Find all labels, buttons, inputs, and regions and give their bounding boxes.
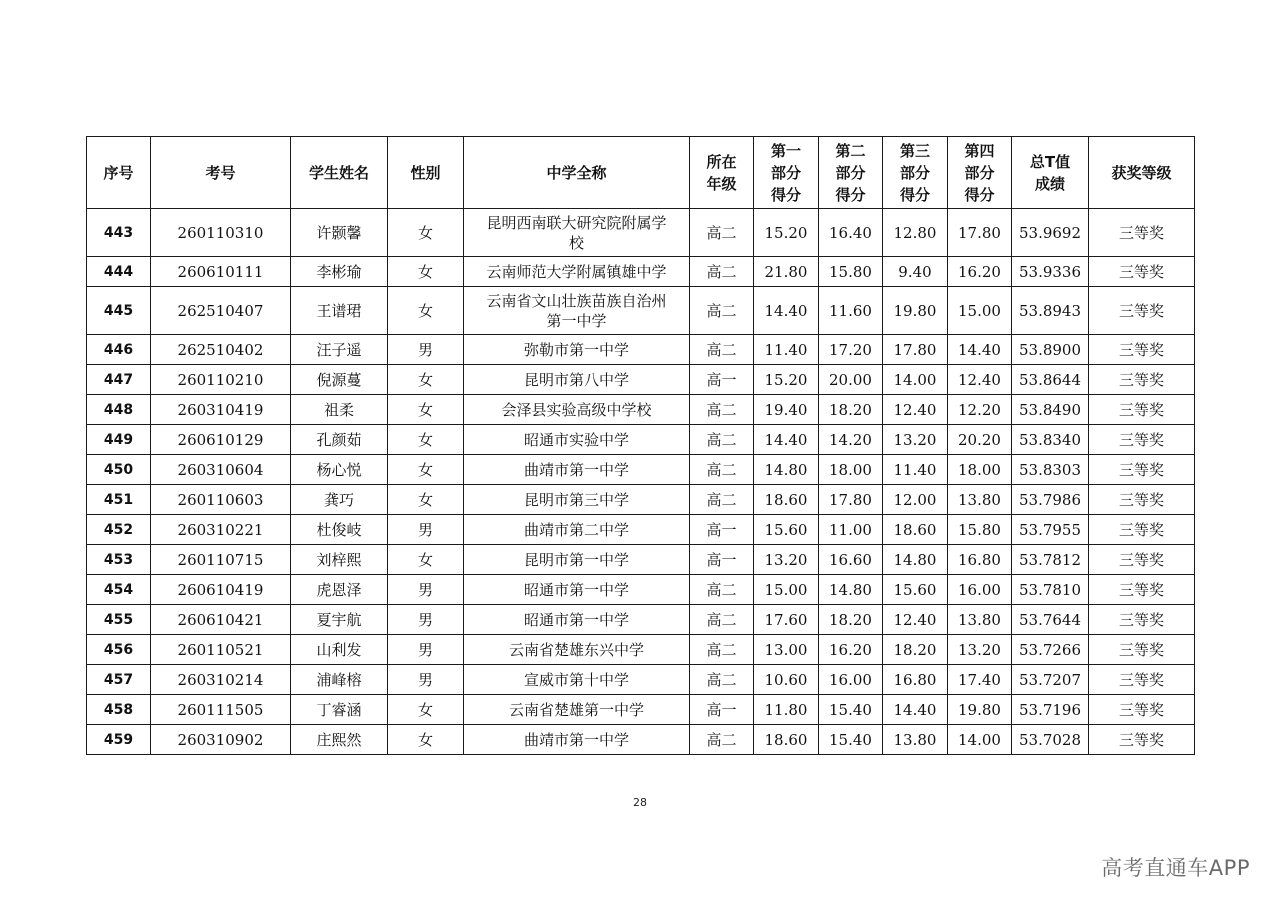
cell-part1-score: 13.20 [754,545,819,575]
cell-grade: 高二 [690,335,754,365]
cell-award-level: 三等奖 [1089,575,1195,605]
cell-total-t-score: 53.9692 [1012,209,1089,257]
table-row [87,725,1195,755]
cell-gender: 男 [388,635,464,665]
cell-total-t-score: 53.7986 [1012,485,1089,515]
cell-part1-score: 18.60 [754,725,819,755]
cell-part4-score: 17.80 [948,209,1012,257]
cell-student-name: 孔颜茹 [291,425,388,455]
cell-total-t-score: 53.8900 [1012,335,1089,365]
cell-part3-score: 17.80 [883,335,948,365]
cell-exam-id: 260610111 [151,257,291,287]
cell-student-name: 夏宇航 [291,605,388,635]
cell-part4-score: 14.00 [948,725,1012,755]
cell-award-level: 三等奖 [1089,395,1195,425]
table-row [87,545,1195,575]
cell-student-name: 许颢馨 [291,209,388,257]
cell-index: 444 [87,257,151,287]
cell-student-name: 丁睿涵 [291,695,388,725]
cell-school: 昭通市第一中学 [464,575,690,605]
cell-award-level: 三等奖 [1089,485,1195,515]
cell-index: 450 [87,455,151,485]
cell-index: 451 [87,485,151,515]
cell-school: 云南师范大学附属镇雄中学 [464,257,690,287]
table-row [87,425,1195,455]
cell-school: 云南省楚雄第一中学 [464,695,690,725]
cell-school: 曲靖市第二中学 [464,515,690,545]
cell-school: 曲靖市第一中学 [464,725,690,755]
cell-part4-score: 13.20 [948,635,1012,665]
cell-school: 云南省文山壮族苗族自治州 第一中学 [464,287,690,335]
cell-grade: 高二 [690,605,754,635]
cell-school: 弥勒市第一中学 [464,335,690,365]
cell-part4-score: 19.80 [948,695,1012,725]
cell-total-t-score: 53.7810 [1012,575,1089,605]
cell-part3-score: 12.40 [883,395,948,425]
cell-gender: 女 [388,425,464,455]
cell-total-t-score: 53.8340 [1012,425,1089,455]
cell-gender: 女 [388,545,464,575]
cell-part1-score: 14.40 [754,287,819,335]
cell-grade: 高二 [690,395,754,425]
cell-school: 宣威市第十中学 [464,665,690,695]
cell-part2-score: 14.20 [819,425,883,455]
cell-exam-id: 260310902 [151,725,291,755]
cell-exam-id: 260610421 [151,605,291,635]
cell-part4-score: 20.20 [948,425,1012,455]
header-col-part3: 第三 部分 得分 [883,137,948,209]
cell-index: 449 [87,425,151,455]
header-col-student-name: 学生姓名 [291,137,388,209]
cell-total-t-score: 53.7196 [1012,695,1089,725]
cell-gender: 女 [388,209,464,257]
cell-part1-score: 14.40 [754,425,819,455]
cell-award-level: 三等奖 [1089,515,1195,545]
cell-grade: 高二 [690,725,754,755]
cell-school: 云南省楚雄东兴中学 [464,635,690,665]
header-col-school: 中学全称 [464,137,690,209]
cell-student-name: 王谱珺 [291,287,388,335]
cell-award-level: 三等奖 [1089,209,1195,257]
table-row [87,665,1195,695]
cell-part2-score: 15.40 [819,725,883,755]
cell-award-level: 三等奖 [1089,635,1195,665]
cell-part2-score: 14.80 [819,575,883,605]
cell-part1-score: 10.60 [754,665,819,695]
cell-exam-id: 260310221 [151,515,291,545]
table-row [87,287,1195,335]
table-row [87,515,1195,545]
cell-exam-id: 260111505 [151,695,291,725]
cell-index: 443 [87,209,151,257]
cell-part4-score: 15.80 [948,515,1012,545]
cell-index: 453 [87,545,151,575]
cell-gender: 女 [388,695,464,725]
cell-part4-score: 12.20 [948,395,1012,425]
table-row [87,257,1195,287]
cell-school: 昆明市第三中学 [464,485,690,515]
cell-grade: 高二 [690,209,754,257]
header-col-part1: 第一 部分 得分 [754,137,819,209]
cell-total-t-score: 53.7207 [1012,665,1089,695]
cell-part3-score: 18.20 [883,635,948,665]
cell-part2-score: 17.20 [819,335,883,365]
cell-student-name: 祖柔 [291,395,388,425]
page-number: 28 [633,796,647,809]
cell-index: 457 [87,665,151,695]
cell-total-t-score: 53.7955 [1012,515,1089,545]
cell-exam-id: 260310419 [151,395,291,425]
cell-total-t-score: 53.8490 [1012,395,1089,425]
cell-gender: 男 [388,665,464,695]
cell-part1-score: 17.60 [754,605,819,635]
cell-index: 458 [87,695,151,725]
cell-part4-score: 16.00 [948,575,1012,605]
cell-part2-score: 18.20 [819,395,883,425]
cell-part3-score: 12.00 [883,485,948,515]
cell-grade: 高二 [690,257,754,287]
cell-index: 448 [87,395,151,425]
cell-gender: 女 [388,455,464,485]
cell-exam-id: 260110521 [151,635,291,665]
header-col-grade: 所在 年级 [690,137,754,209]
header-col-part2: 第二 部分 得分 [819,137,883,209]
cell-part4-score: 12.40 [948,365,1012,395]
cell-index: 446 [87,335,151,365]
table-row [87,635,1195,665]
cell-school: 会泽县实验高级中学校 [464,395,690,425]
cell-part3-score: 18.60 [883,515,948,545]
cell-part2-score: 20.00 [819,365,883,395]
header-col-index: 序号 [87,137,151,209]
cell-total-t-score: 53.8943 [1012,287,1089,335]
table-row [87,485,1195,515]
cell-part4-score: 13.80 [948,485,1012,515]
cell-grade: 高一 [690,545,754,575]
cell-gender: 男 [388,605,464,635]
cell-award-level: 三等奖 [1089,257,1195,287]
cell-student-name: 杜俊岐 [291,515,388,545]
cell-index: 455 [87,605,151,635]
cell-student-name: 刘梓熙 [291,545,388,575]
cell-exam-id: 260110210 [151,365,291,395]
cell-gender: 女 [388,725,464,755]
cell-part1-score: 11.40 [754,335,819,365]
table-row [87,455,1195,485]
cell-part4-score: 18.00 [948,455,1012,485]
cell-gender: 女 [388,365,464,395]
cell-part2-score: 18.00 [819,455,883,485]
table-row [87,695,1195,725]
cell-part1-score: 21.80 [754,257,819,287]
table-row [87,575,1195,605]
cell-grade: 高二 [690,635,754,665]
cell-part2-score: 18.20 [819,605,883,635]
cell-index: 456 [87,635,151,665]
cell-part1-score: 19.40 [754,395,819,425]
cell-index: 445 [87,287,151,335]
header-col-gender: 性别 [388,137,464,209]
cell-school: 昆明市第一中学 [464,545,690,575]
cell-part2-score: 15.80 [819,257,883,287]
cell-grade: 高一 [690,365,754,395]
cell-student-name: 杨心悦 [291,455,388,485]
table-row [87,605,1195,635]
cell-part3-score: 19.80 [883,287,948,335]
cell-exam-id: 260310604 [151,455,291,485]
cell-index: 447 [87,365,151,395]
cell-part2-score: 16.60 [819,545,883,575]
watermark-text: 高考直通车APP [1101,856,1250,880]
cell-award-level: 三等奖 [1089,695,1195,725]
cell-index: 459 [87,725,151,755]
cell-grade: 高二 [690,575,754,605]
cell-gender: 男 [388,335,464,365]
cell-part3-score: 16.80 [883,665,948,695]
cell-part2-score: 11.60 [819,287,883,335]
cell-part1-score: 15.20 [754,209,819,257]
cell-award-level: 三等奖 [1089,365,1195,395]
table-row [87,335,1195,365]
cell-part1-score: 15.60 [754,515,819,545]
cell-part3-score: 15.60 [883,575,948,605]
cell-school: 昆明西南联大研究院附属学 校 [464,209,690,257]
cell-grade: 高二 [690,485,754,515]
table-row [87,395,1195,425]
cell-award-level: 三等奖 [1089,725,1195,755]
cell-gender: 男 [388,515,464,545]
cell-exam-id: 260110715 [151,545,291,575]
cell-index: 452 [87,515,151,545]
cell-award-level: 三等奖 [1089,335,1195,365]
cell-gender: 男 [388,575,464,605]
cell-gender: 女 [388,287,464,335]
cell-award-level: 三等奖 [1089,545,1195,575]
cell-exam-id: 262510407 [151,287,291,335]
cell-gender: 女 [388,257,464,287]
cell-total-t-score: 53.8303 [1012,455,1089,485]
cell-part3-score: 12.80 [883,209,948,257]
cell-student-name: 浦峰榕 [291,665,388,695]
cell-total-t-score: 53.9336 [1012,257,1089,287]
cell-part3-score: 12.40 [883,605,948,635]
cell-award-level: 三等奖 [1089,665,1195,695]
cell-student-name: 庄熙然 [291,725,388,755]
cell-award-level: 三等奖 [1089,425,1195,455]
cell-part3-score: 9.40 [883,257,948,287]
header-col-award: 获奖等级 [1089,137,1195,209]
cell-part4-score: 17.40 [948,665,1012,695]
cell-part3-score: 13.20 [883,425,948,455]
cell-part3-score: 14.00 [883,365,948,395]
cell-part4-score: 13.80 [948,605,1012,635]
header-col-total-t: 总T值 成绩 [1012,137,1089,209]
cell-exam-id: 260110603 [151,485,291,515]
header-col-exam-id: 考号 [151,137,291,209]
cell-part3-score: 13.80 [883,725,948,755]
cell-part4-score: 14.40 [948,335,1012,365]
cell-exam-id: 260610129 [151,425,291,455]
cell-student-name: 龚巧 [291,485,388,515]
table-header-row [87,137,1195,209]
cell-grade: 高二 [690,425,754,455]
cell-gender: 女 [388,485,464,515]
cell-grade: 高一 [690,695,754,725]
cell-total-t-score: 53.7644 [1012,605,1089,635]
cell-part1-score: 11.80 [754,695,819,725]
cell-part3-score: 11.40 [883,455,948,485]
cell-part2-score: 11.00 [819,515,883,545]
table-body [87,209,1195,755]
cell-exam-id: 262510402 [151,335,291,365]
results-table [86,136,1195,755]
cell-grade: 高二 [690,455,754,485]
cell-grade: 高一 [690,515,754,545]
cell-student-name: 汪子遥 [291,335,388,365]
cell-award-level: 三等奖 [1089,455,1195,485]
cell-part3-score: 14.40 [883,695,948,725]
cell-part1-score: 15.00 [754,575,819,605]
cell-part4-score: 16.80 [948,545,1012,575]
cell-grade: 高二 [690,665,754,695]
cell-index: 454 [87,575,151,605]
cell-part2-score: 16.00 [819,665,883,695]
cell-student-name: 李彬瑜 [291,257,388,287]
cell-part1-score: 13.00 [754,635,819,665]
cell-part4-score: 15.00 [948,287,1012,335]
cell-total-t-score: 53.7266 [1012,635,1089,665]
cell-grade: 高二 [690,287,754,335]
cell-school: 昭通市实验中学 [464,425,690,455]
table-row [87,209,1195,257]
header-col-part4: 第四 部分 得分 [948,137,1012,209]
cell-part2-score: 15.40 [819,695,883,725]
cell-part3-score: 14.80 [883,545,948,575]
cell-part1-score: 15.20 [754,365,819,395]
cell-gender: 女 [388,395,464,425]
cell-total-t-score: 53.7028 [1012,725,1089,755]
cell-exam-id: 260110310 [151,209,291,257]
cell-part2-score: 16.20 [819,635,883,665]
cell-school: 昆明市第八中学 [464,365,690,395]
cell-school: 昭通市第一中学 [464,605,690,635]
cell-part2-score: 16.40 [819,209,883,257]
cell-part1-score: 14.80 [754,455,819,485]
cell-award-level: 三等奖 [1089,605,1195,635]
cell-award-level: 三等奖 [1089,287,1195,335]
cell-part4-score: 16.20 [948,257,1012,287]
cell-school: 曲靖市第一中学 [464,455,690,485]
cell-exam-id: 260310214 [151,665,291,695]
cell-student-name: 倪源蔓 [291,365,388,395]
cell-student-name: 虎恩泽 [291,575,388,605]
cell-part2-score: 17.80 [819,485,883,515]
table-row [87,365,1195,395]
cell-exam-id: 260610419 [151,575,291,605]
cell-total-t-score: 53.7812 [1012,545,1089,575]
cell-total-t-score: 53.8644 [1012,365,1089,395]
cell-student-name: 山利发 [291,635,388,665]
cell-part1-score: 18.60 [754,485,819,515]
